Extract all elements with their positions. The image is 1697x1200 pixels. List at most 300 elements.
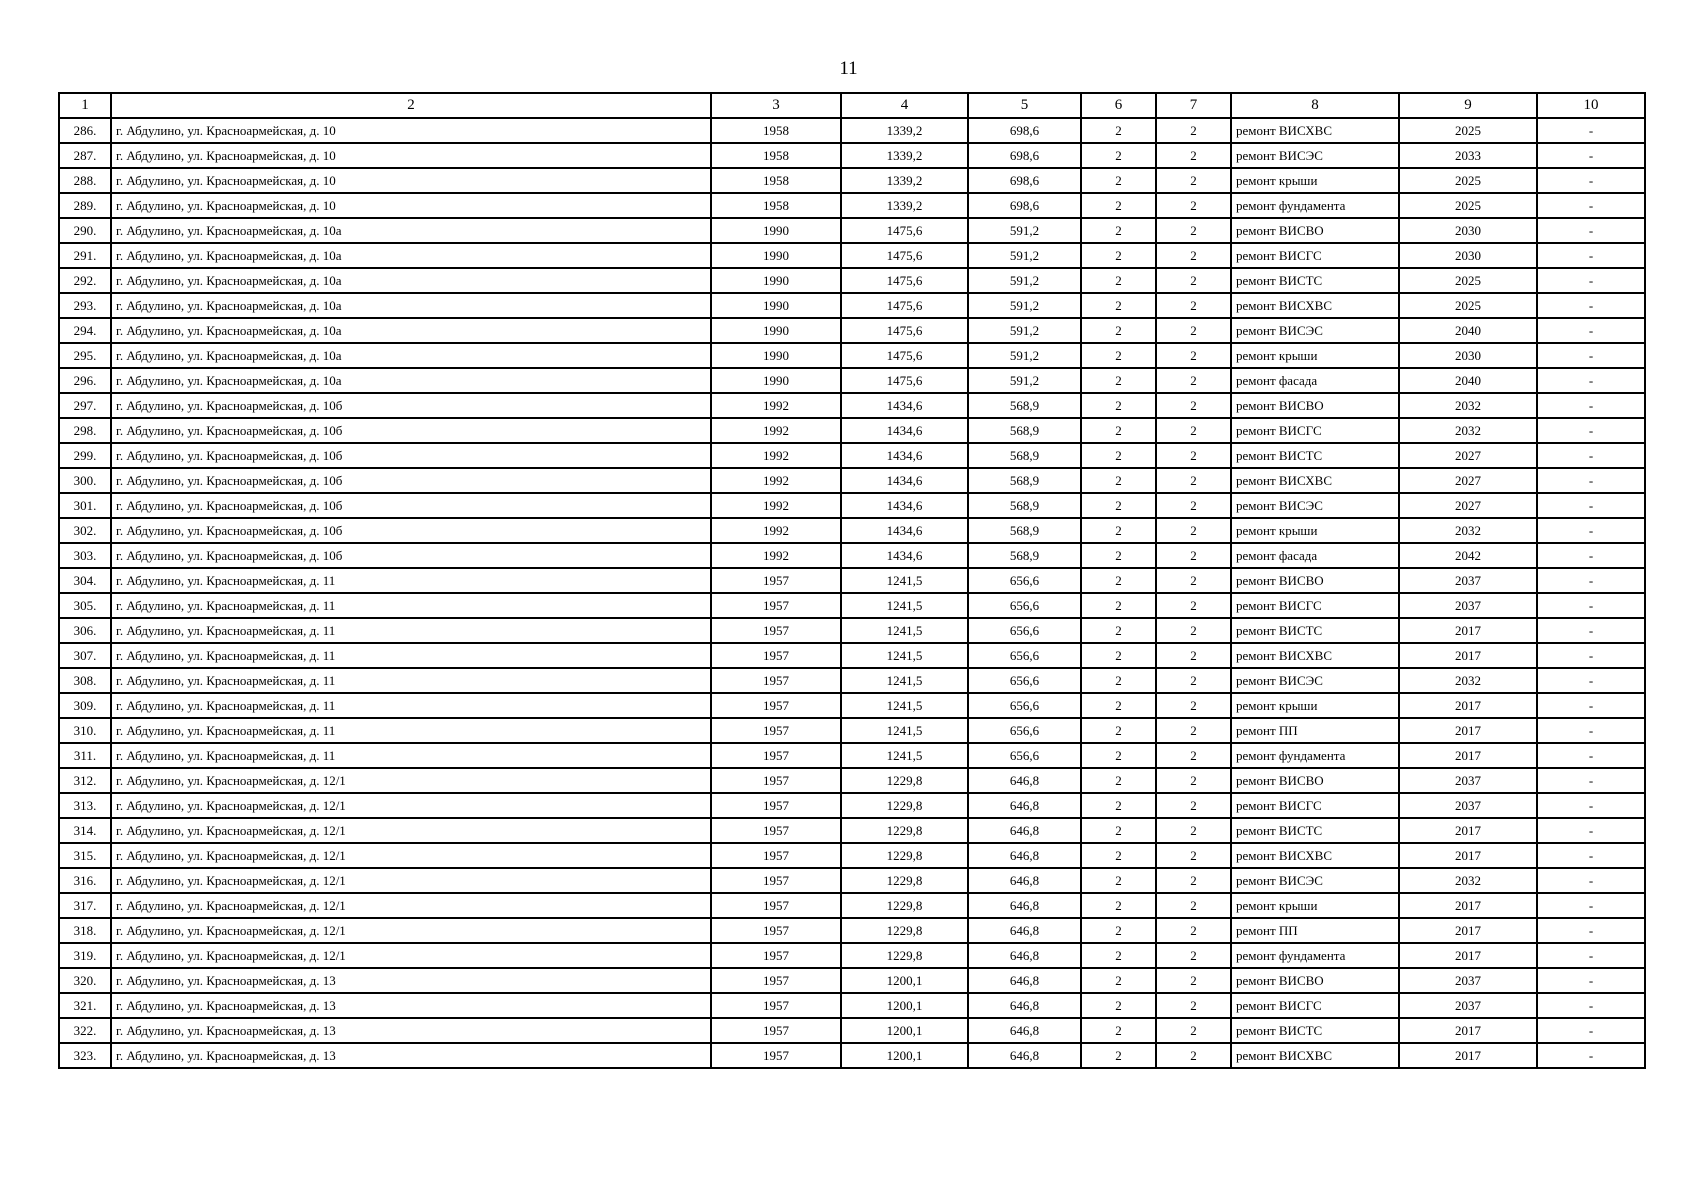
address-cell: г. Абдулино, ул. Красноармейская, д. 13: [111, 1018, 711, 1043]
work-type-cell: ремонт ВИСХВС: [1231, 1043, 1399, 1068]
table-body: [59, 118, 1645, 1068]
row-number-cell: 298.: [59, 418, 111, 443]
row-number-cell: 288.: [59, 168, 111, 193]
note-cell: -: [1537, 318, 1645, 343]
total-area-cell: 1339,2: [841, 143, 968, 168]
floors-cell: 2: [1081, 993, 1156, 1018]
total-area-cell: 1200,1: [841, 1018, 968, 1043]
total-area-cell: 1475,6: [841, 268, 968, 293]
address-cell: г. Абдулино, ул. Красноармейская, д. 12/1: [111, 868, 711, 893]
total-area-cell: 1229,8: [841, 818, 968, 843]
floors-cell: 2: [1081, 918, 1156, 943]
year-built-cell: 1992: [711, 468, 841, 493]
row-number-cell: 294.: [59, 318, 111, 343]
table-row: [59, 143, 1645, 168]
planned-year-cell: 2030: [1399, 243, 1537, 268]
address-cell: г. Абдулино, ул. Красноармейская, д. 10б: [111, 518, 711, 543]
planned-year-cell: 2037: [1399, 793, 1537, 818]
row-number-cell: 307.: [59, 643, 111, 668]
table-row: [59, 293, 1645, 318]
address-cell: г. Абдулино, ул. Красноармейская, д. 10: [111, 193, 711, 218]
address-cell: г. Абдулино, ул. Красноармейская, д. 11: [111, 743, 711, 768]
table-row: [59, 268, 1645, 293]
entrances-cell: 2: [1156, 818, 1231, 843]
note-cell: -: [1537, 193, 1645, 218]
year-built-cell: 1957: [711, 693, 841, 718]
floors-cell: 2: [1081, 193, 1156, 218]
floors-cell: 2: [1081, 468, 1156, 493]
total-area-cell: 1475,6: [841, 368, 968, 393]
entrances-cell: 2: [1156, 793, 1231, 818]
work-type-cell: ремонт ВИСТС: [1231, 443, 1399, 468]
total-area-cell: 1434,6: [841, 543, 968, 568]
planned-year-cell: 2037: [1399, 968, 1537, 993]
floors-cell: 2: [1081, 743, 1156, 768]
total-area-cell: 1241,5: [841, 693, 968, 718]
row-number-cell: 292.: [59, 268, 111, 293]
row-number-cell: 289.: [59, 193, 111, 218]
total-area-cell: 1339,2: [841, 193, 968, 218]
column-header-2: 2: [111, 93, 711, 118]
total-area-cell: 1241,5: [841, 593, 968, 618]
floors-cell: 2: [1081, 168, 1156, 193]
table-row: [59, 768, 1645, 793]
floors-cell: 2: [1081, 693, 1156, 718]
note-cell: -: [1537, 168, 1645, 193]
row-number-cell: 306.: [59, 618, 111, 643]
note-cell: -: [1537, 643, 1645, 668]
total-area-cell: 1229,8: [841, 768, 968, 793]
work-type-cell: ремонт фундамента: [1231, 193, 1399, 218]
living-area-cell: 698,6: [968, 168, 1081, 193]
column-header-8: 8: [1231, 93, 1399, 118]
total-area-cell: 1229,8: [841, 843, 968, 868]
entrances-cell: 2: [1156, 593, 1231, 618]
column-header-10: 10: [1537, 93, 1645, 118]
total-area-cell: 1229,8: [841, 943, 968, 968]
living-area-cell: 646,8: [968, 893, 1081, 918]
floors-cell: 2: [1081, 293, 1156, 318]
living-area-cell: 656,6: [968, 668, 1081, 693]
note-cell: -: [1537, 443, 1645, 468]
planned-year-cell: 2032: [1399, 418, 1537, 443]
year-built-cell: 1992: [711, 443, 841, 468]
work-type-cell: ремонт фасада: [1231, 368, 1399, 393]
total-area-cell: 1475,6: [841, 243, 968, 268]
row-number-cell: 310.: [59, 718, 111, 743]
total-area-cell: 1200,1: [841, 968, 968, 993]
row-number-cell: 323.: [59, 1043, 111, 1068]
work-type-cell: ремонт ВИСГС: [1231, 418, 1399, 443]
row-number-cell: 304.: [59, 568, 111, 593]
planned-year-cell: 2025: [1399, 168, 1537, 193]
table-row: [59, 718, 1645, 743]
entrances-cell: 2: [1156, 893, 1231, 918]
planned-year-cell: 2042: [1399, 543, 1537, 568]
row-number-cell: 315.: [59, 843, 111, 868]
table-row: [59, 943, 1645, 968]
year-built-cell: 1958: [711, 168, 841, 193]
year-built-cell: 1957: [711, 943, 841, 968]
work-type-cell: ремонт крыши: [1231, 518, 1399, 543]
living-area-cell: 646,8: [968, 868, 1081, 893]
row-number-cell: 296.: [59, 368, 111, 393]
planned-year-cell: 2017: [1399, 843, 1537, 868]
year-built-cell: 1992: [711, 393, 841, 418]
entrances-cell: 2: [1156, 968, 1231, 993]
entrances-cell: 2: [1156, 343, 1231, 368]
planned-year-cell: 2017: [1399, 943, 1537, 968]
address-cell: г. Абдулино, ул. Красноармейская, д. 12/1: [111, 793, 711, 818]
entrances-cell: 2: [1156, 918, 1231, 943]
floors-cell: 2: [1081, 268, 1156, 293]
work-type-cell: ремонт ВИСХВС: [1231, 643, 1399, 668]
address-cell: г. Абдулино, ул. Красноармейская, д. 10а: [111, 268, 711, 293]
living-area-cell: 656,6: [968, 693, 1081, 718]
row-number-cell: 309.: [59, 693, 111, 718]
planned-year-cell: 2027: [1399, 493, 1537, 518]
floors-cell: 2: [1081, 543, 1156, 568]
total-area-cell: 1229,8: [841, 868, 968, 893]
entrances-cell: 2: [1156, 168, 1231, 193]
repair-registry-table: [58, 92, 1646, 1069]
column-header-9: 9: [1399, 93, 1537, 118]
year-built-cell: 1957: [711, 718, 841, 743]
living-area-cell: 698,6: [968, 118, 1081, 143]
planned-year-cell: 2017: [1399, 693, 1537, 718]
row-number-cell: 317.: [59, 893, 111, 918]
planned-year-cell: 2017: [1399, 893, 1537, 918]
floors-cell: 2: [1081, 368, 1156, 393]
note-cell: -: [1537, 593, 1645, 618]
entrances-cell: 2: [1156, 993, 1231, 1018]
planned-year-cell: 2027: [1399, 443, 1537, 468]
address-cell: г. Абдулино, ул. Красноармейская, д. 11: [111, 668, 711, 693]
total-area-cell: 1434,6: [841, 443, 968, 468]
year-built-cell: 1992: [711, 543, 841, 568]
work-type-cell: ремонт ВИСГС: [1231, 993, 1399, 1018]
entrances-cell: 2: [1156, 718, 1231, 743]
floors-cell: 2: [1081, 593, 1156, 618]
table-row: [59, 343, 1645, 368]
year-built-cell: 1990: [711, 293, 841, 318]
living-area-cell: 646,8: [968, 943, 1081, 968]
address-cell: г. Абдулино, ул. Красноармейская, д. 10: [111, 118, 711, 143]
work-type-cell: ремонт крыши: [1231, 343, 1399, 368]
note-cell: -: [1537, 668, 1645, 693]
total-area-cell: 1241,5: [841, 743, 968, 768]
living-area-cell: 646,8: [968, 793, 1081, 818]
row-number-cell: 291.: [59, 243, 111, 268]
living-area-cell: 591,2: [968, 243, 1081, 268]
note-cell: -: [1537, 543, 1645, 568]
note-cell: -: [1537, 743, 1645, 768]
note-cell: -: [1537, 943, 1645, 968]
living-area-cell: 568,9: [968, 518, 1081, 543]
entrances-cell: 2: [1156, 843, 1231, 868]
table-row: [59, 243, 1645, 268]
total-area-cell: 1200,1: [841, 1043, 968, 1068]
column-header-7: 7: [1156, 93, 1231, 118]
work-type-cell: ремонт ВИСЭС: [1231, 668, 1399, 693]
living-area-cell: 646,8: [968, 843, 1081, 868]
address-cell: г. Абдулино, ул. Красноармейская, д. 11: [111, 568, 711, 593]
work-type-cell: ремонт крыши: [1231, 168, 1399, 193]
entrances-cell: 2: [1156, 518, 1231, 543]
total-area-cell: 1241,5: [841, 718, 968, 743]
year-built-cell: 1957: [711, 768, 841, 793]
row-number-cell: 297.: [59, 393, 111, 418]
living-area-cell: 656,6: [968, 718, 1081, 743]
row-number-cell: 305.: [59, 593, 111, 618]
living-area-cell: 646,8: [968, 968, 1081, 993]
entrances-cell: 2: [1156, 1043, 1231, 1068]
planned-year-cell: 2027: [1399, 468, 1537, 493]
planned-year-cell: 2040: [1399, 368, 1537, 393]
planned-year-cell: 2032: [1399, 393, 1537, 418]
total-area-cell: 1475,6: [841, 218, 968, 243]
total-area-cell: 1434,6: [841, 418, 968, 443]
entrances-cell: 2: [1156, 293, 1231, 318]
year-built-cell: 1957: [711, 643, 841, 668]
planned-year-cell: 2017: [1399, 818, 1537, 843]
year-built-cell: 1957: [711, 993, 841, 1018]
floors-cell: 2: [1081, 618, 1156, 643]
row-number-cell: 287.: [59, 143, 111, 168]
entrances-cell: 2: [1156, 393, 1231, 418]
planned-year-cell: 2025: [1399, 268, 1537, 293]
floors-cell: 2: [1081, 218, 1156, 243]
table-row: [59, 843, 1645, 868]
living-area-cell: 568,9: [968, 393, 1081, 418]
note-cell: -: [1537, 418, 1645, 443]
floors-cell: 2: [1081, 768, 1156, 793]
floors-cell: 2: [1081, 718, 1156, 743]
total-area-cell: 1434,6: [841, 493, 968, 518]
year-built-cell: 1957: [711, 893, 841, 918]
living-area-cell: 656,6: [968, 593, 1081, 618]
address-cell: г. Абдулино, ул. Красноармейская, д. 10а: [111, 218, 711, 243]
entrances-cell: 2: [1156, 268, 1231, 293]
total-area-cell: 1475,6: [841, 343, 968, 368]
table-row: [59, 218, 1645, 243]
note-cell: -: [1537, 718, 1645, 743]
entrances-cell: 2: [1156, 368, 1231, 393]
planned-year-cell: 2033: [1399, 143, 1537, 168]
work-type-cell: ремонт ВИСГС: [1231, 793, 1399, 818]
living-area-cell: 646,8: [968, 818, 1081, 843]
entrances-cell: 2: [1156, 443, 1231, 468]
note-cell: -: [1537, 868, 1645, 893]
work-type-cell: ремонт ПП: [1231, 918, 1399, 943]
note-cell: -: [1537, 368, 1645, 393]
work-type-cell: ремонт ПП: [1231, 718, 1399, 743]
table-row: [59, 318, 1645, 343]
table-row: [59, 618, 1645, 643]
table-row: [59, 918, 1645, 943]
row-number-cell: 321.: [59, 993, 111, 1018]
living-area-cell: 656,6: [968, 618, 1081, 643]
year-built-cell: 1957: [711, 793, 841, 818]
living-area-cell: 698,6: [968, 143, 1081, 168]
note-cell: -: [1537, 243, 1645, 268]
living-area-cell: 591,2: [968, 368, 1081, 393]
row-number-cell: 301.: [59, 493, 111, 518]
floors-cell: 2: [1081, 118, 1156, 143]
planned-year-cell: 2017: [1399, 1043, 1537, 1068]
year-built-cell: 1957: [711, 568, 841, 593]
address-cell: г. Абдулино, ул. Красноармейская, д. 10а: [111, 343, 711, 368]
table-row: [59, 668, 1645, 693]
entrances-cell: 2: [1156, 943, 1231, 968]
year-built-cell: 1992: [711, 418, 841, 443]
living-area-cell: 646,8: [968, 1043, 1081, 1068]
work-type-cell: ремонт ВИСВО: [1231, 968, 1399, 993]
year-built-cell: 1990: [711, 268, 841, 293]
floors-cell: 2: [1081, 818, 1156, 843]
entrances-cell: 2: [1156, 1018, 1231, 1043]
note-cell: -: [1537, 468, 1645, 493]
note-cell: -: [1537, 793, 1645, 818]
row-number-cell: 312.: [59, 768, 111, 793]
year-built-cell: 1957: [711, 1043, 841, 1068]
address-cell: г. Абдулино, ул. Красноармейская, д. 13: [111, 993, 711, 1018]
living-area-cell: 646,8: [968, 918, 1081, 943]
table-row: [59, 1018, 1645, 1043]
work-type-cell: ремонт ВИСТС: [1231, 618, 1399, 643]
note-cell: -: [1537, 993, 1645, 1018]
entrances-cell: 2: [1156, 493, 1231, 518]
entrances-cell: 2: [1156, 543, 1231, 568]
total-area-cell: 1229,8: [841, 918, 968, 943]
row-number-cell: 319.: [59, 943, 111, 968]
total-area-cell: 1339,2: [841, 118, 968, 143]
entrances-cell: 2: [1156, 618, 1231, 643]
floors-cell: 2: [1081, 318, 1156, 343]
entrances-cell: 2: [1156, 218, 1231, 243]
planned-year-cell: 2017: [1399, 743, 1537, 768]
address-cell: г. Абдулино, ул. Красноармейская, д. 10а: [111, 293, 711, 318]
entrances-cell: 2: [1156, 868, 1231, 893]
entrances-cell: 2: [1156, 693, 1231, 718]
total-area-cell: 1241,5: [841, 568, 968, 593]
row-number-cell: 299.: [59, 443, 111, 468]
address-cell: г. Абдулино, ул. Красноармейская, д. 10а: [111, 318, 711, 343]
living-area-cell: 646,8: [968, 993, 1081, 1018]
work-type-cell: ремонт ВИСХВС: [1231, 293, 1399, 318]
entrances-cell: 2: [1156, 418, 1231, 443]
floors-cell: 2: [1081, 1018, 1156, 1043]
planned-year-cell: 2025: [1399, 193, 1537, 218]
living-area-cell: 568,9: [968, 418, 1081, 443]
address-cell: г. Абдулино, ул. Красноармейская, д. 11: [111, 593, 711, 618]
work-type-cell: ремонт ВИСХВС: [1231, 843, 1399, 868]
table-row: [59, 543, 1645, 568]
entrances-cell: 2: [1156, 118, 1231, 143]
year-built-cell: 1990: [711, 343, 841, 368]
year-built-cell: 1957: [711, 868, 841, 893]
entrances-cell: 2: [1156, 668, 1231, 693]
entrances-cell: 2: [1156, 768, 1231, 793]
table-row: [59, 968, 1645, 993]
living-area-cell: 591,2: [968, 293, 1081, 318]
note-cell: -: [1537, 1043, 1645, 1068]
work-type-cell: ремонт ВИСЭС: [1231, 493, 1399, 518]
note-cell: -: [1537, 968, 1645, 993]
year-built-cell: 1957: [711, 668, 841, 693]
year-built-cell: 1958: [711, 143, 841, 168]
note-cell: -: [1537, 293, 1645, 318]
living-area-cell: 656,6: [968, 643, 1081, 668]
floors-cell: 2: [1081, 968, 1156, 993]
table-row: [59, 568, 1645, 593]
year-built-cell: 1990: [711, 318, 841, 343]
address-cell: г. Абдулино, ул. Красноармейская, д. 11: [111, 618, 711, 643]
work-type-cell: ремонт фундамента: [1231, 943, 1399, 968]
address-cell: г. Абдулино, ул. Красноармейская, д. 13: [111, 1043, 711, 1068]
planned-year-cell: 2017: [1399, 718, 1537, 743]
floors-cell: 2: [1081, 893, 1156, 918]
year-built-cell: 1957: [711, 918, 841, 943]
year-built-cell: 1957: [711, 1018, 841, 1043]
table-row: [59, 393, 1645, 418]
table-row: [59, 818, 1645, 843]
note-cell: -: [1537, 693, 1645, 718]
row-number-cell: 295.: [59, 343, 111, 368]
planned-year-cell: 2032: [1399, 518, 1537, 543]
table-row: [59, 593, 1645, 618]
note-cell: -: [1537, 1018, 1645, 1043]
table-row: [59, 743, 1645, 768]
address-cell: г. Абдулино, ул. Красноармейская, д. 10а: [111, 368, 711, 393]
floors-cell: 2: [1081, 343, 1156, 368]
row-number-cell: 316.: [59, 868, 111, 893]
address-cell: г. Абдулино, ул. Красноармейская, д. 10б: [111, 468, 711, 493]
table-row: [59, 868, 1645, 893]
entrances-cell: 2: [1156, 743, 1231, 768]
planned-year-cell: 2030: [1399, 218, 1537, 243]
address-cell: г. Абдулино, ул. Красноармейская, д. 10а: [111, 243, 711, 268]
year-built-cell: 1957: [711, 843, 841, 868]
year-built-cell: 1957: [711, 743, 841, 768]
table-row: [59, 368, 1645, 393]
table-row: [59, 643, 1645, 668]
work-type-cell: ремонт ВИСТС: [1231, 268, 1399, 293]
column-header-3: 3: [711, 93, 841, 118]
floors-cell: 2: [1081, 393, 1156, 418]
work-type-cell: ремонт ВИСВО: [1231, 218, 1399, 243]
row-number-cell: 293.: [59, 293, 111, 318]
row-number-cell: 314.: [59, 818, 111, 843]
total-area-cell: 1241,5: [841, 643, 968, 668]
year-built-cell: 1957: [711, 818, 841, 843]
year-built-cell: 1992: [711, 493, 841, 518]
row-number-cell: 302.: [59, 518, 111, 543]
planned-year-cell: 2017: [1399, 1018, 1537, 1043]
address-cell: г. Абдулино, ул. Красноармейская, д. 12/1: [111, 893, 711, 918]
address-cell: г. Абдулино, ул. Красноармейская, д. 10б: [111, 418, 711, 443]
table-row: [59, 493, 1645, 518]
address-cell: г. Абдулино, ул. Красноармейская, д. 12/1: [111, 818, 711, 843]
note-cell: -: [1537, 768, 1645, 793]
floors-cell: 2: [1081, 1043, 1156, 1068]
total-area-cell: 1241,5: [841, 668, 968, 693]
address-cell: г. Абдулино, ул. Красноармейская, д. 10б: [111, 543, 711, 568]
living-area-cell: 568,9: [968, 543, 1081, 568]
entrances-cell: 2: [1156, 468, 1231, 493]
living-area-cell: 656,6: [968, 568, 1081, 593]
planned-year-cell: 2037: [1399, 768, 1537, 793]
